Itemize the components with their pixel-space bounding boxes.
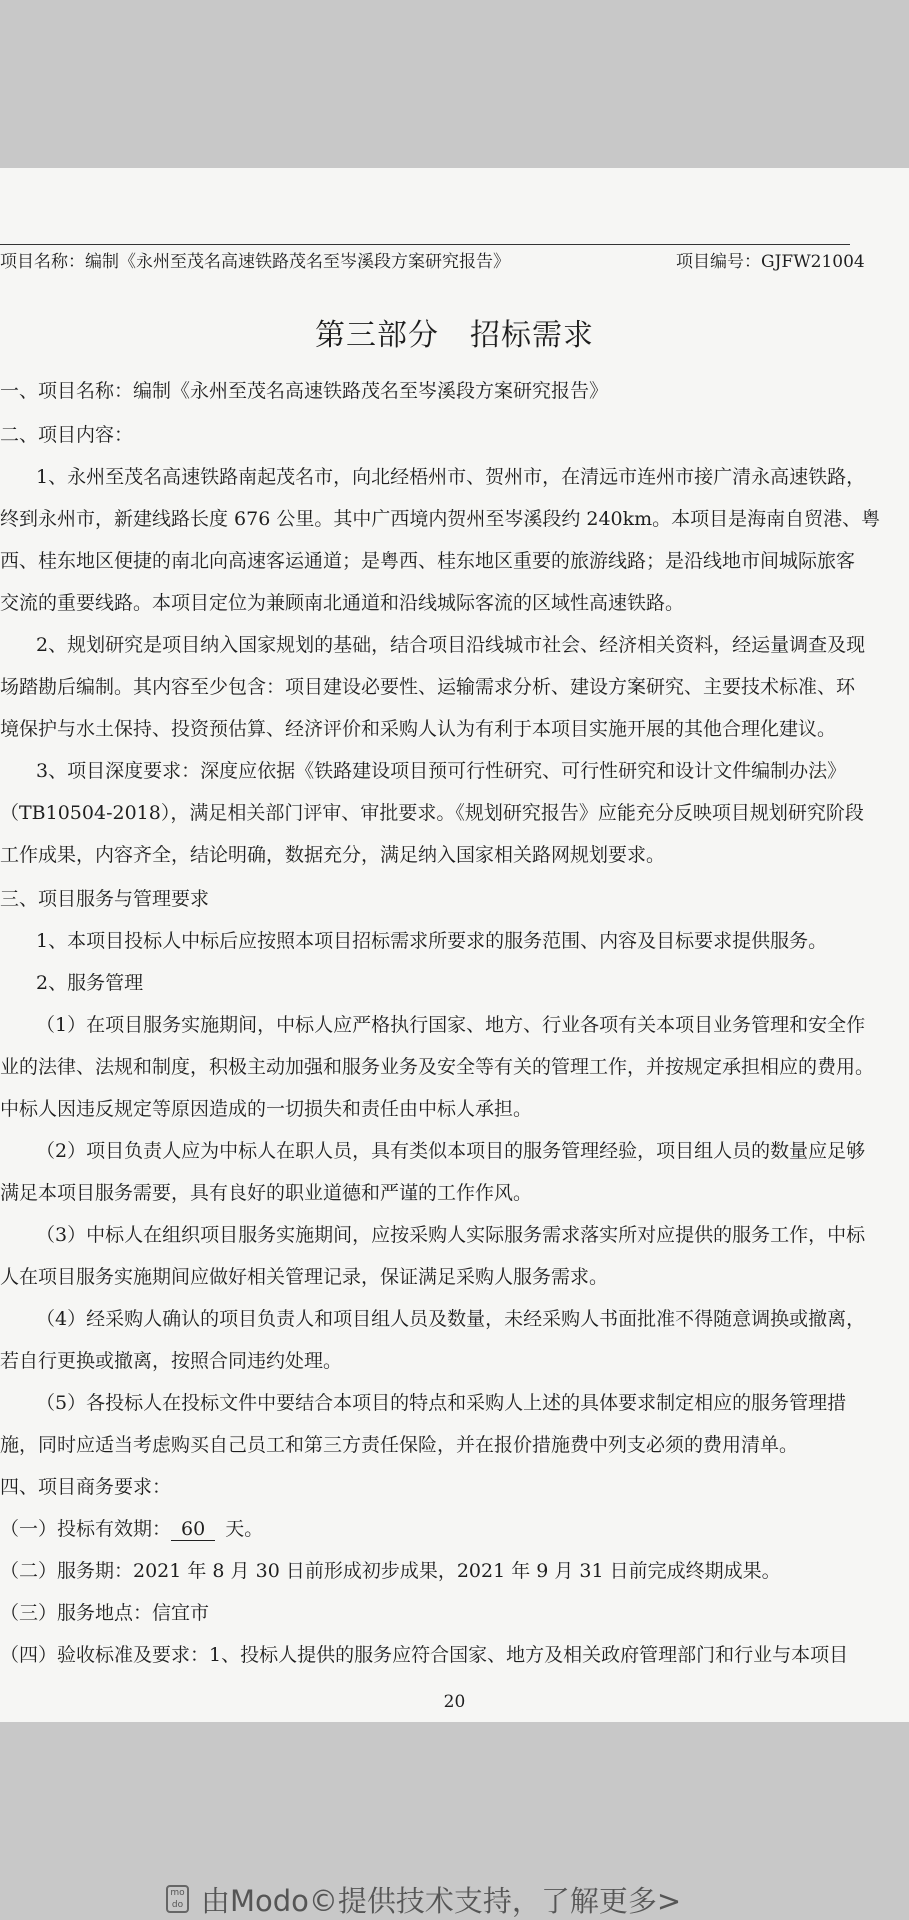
modo-logo-icon [166,1885,189,1913]
bid-validity-line [0,1514,263,1541]
service-subheading: 2、服务管理 [36,972,144,994]
header-rule [0,244,850,245]
content-paragraph-line: 2、规划研究是项目纳入国家规划的基础，结合项目沿线城市社会、经济相关资料，经运量调查及现 [36,634,866,656]
bid-validity-label: （一）投标有效期： [0,1518,172,1540]
service-location-line: （三）服务地点：信宜市 [0,1602,210,1624]
content-paragraph-line: 交流的重要线路。本项目定位为兼顾南北通道和沿线城际客流的区域性高速铁路。 [0,592,685,614]
header-project-name: 项目名称：编制《永州至茂名高速铁路茂名至岑溪段方案研究报告》 [0,252,510,272]
top-blank-band [0,0,909,168]
service-paragraph-line: 满足本项目服务需要，具有良好的职业道德和严谨的工作作风。 [0,1182,533,1204]
service-paragraph-line: （3）中标人在组织项目服务实施期间，应按采购人实际服务需求落实所对应提供的服务工作，中标 [36,1224,866,1246]
service-paragraph-line: 若自行更换或撤离，按照合同违约处理。 [0,1350,343,1372]
service-paragraph-line: 1、本项目投标人中标后应按照本项目招标需求所要求的服务范围、内容及目标要求提供服务。 [36,930,828,952]
bid-validity-unit: 天。 [225,1518,264,1540]
service-paragraph-line: （5）各投标人在投标文件中要结合本项目的特点和采购人上述的具体要求制定相应的服务管理措 [36,1392,847,1414]
item-4-heading: 四、项目商务要求： [0,1476,172,1498]
content-paragraph-line: 1、永州至茂名高速铁路南起茂名市，向北经梧州市、贺州市，在清远市连州市接广清永高速铁路， [36,466,866,488]
acceptance-standard-line: （四）验收标准及要求：1、投标人提供的服务应符合国家、地方及相关政府管理部门和行业与本项目 [0,1644,849,1666]
content-paragraph-line: （TB10504-2018），满足相关部门评审、审批要求。《规划研究报告》应能充分反映项目规划研究阶段 [0,802,864,824]
header-project-number: 项目编号：GJFW21004 [676,252,865,272]
bid-validity-value: 60 [171,1518,215,1541]
item-2-heading: 二、项目内容： [0,424,134,446]
service-paragraph-line: 施，同时应适当考虑购买自己员工和第三方责任保险，并在报价措施费中列支必须的费用清单。 [0,1434,799,1456]
content-paragraph-line: 西、桂东地区便捷的南北向高速客运通道；是粤西、桂东地区重要的旅游线路；是沿线地市间城际旅客 [0,550,856,572]
item-1-project-name: 一、项目名称：编制《永州至茂名高速铁路茂名至岑溪段方案研究报告》 [0,380,609,402]
content-paragraph-line: 3、项目深度要求：深度应依据《铁路建设项目预可行性研究、可行性研究和设计文件编制办法》 [36,760,847,782]
service-paragraph-line: （4）经采购人确认的项目负责人和项目组人员及数量，未经采购人书面批准不得随意调换或撤离， [36,1308,866,1330]
service-paragraph-line: 业的法律、法规和制度，积极主动加强和服务业务及安全等有关的管理工作，并按规定承担相应的费用。 [0,1056,875,1078]
service-paragraph-line: 中标人因违反规定等原因造成的一切损失和责任由中标人承担。 [0,1098,533,1120]
modo-support-text: 由Modo©提供技术支持，了解更多> [201,1883,682,1918]
modo-logo-top: mo [170,1887,185,1898]
service-paragraph-line: （1）在项目服务实施期间，中标人应严格执行国家、地方、行业各项有关本项目业务管理和安全作 [36,1014,866,1036]
page-number: 20 [443,1692,466,1712]
section-title: 第三部分 招标需求 [315,318,594,353]
service-paragraph-line: （2）项目负责人应为中标人在职人员，具有类似本项目的服务管理经验，项目组人员的数量应足够 [36,1140,866,1162]
content-paragraph-line: 境保护与水土保持、投资预估算、经济评价和采购人认为有利于本项目实施开展的其他合理化建议。 [0,718,837,740]
modo-support-link[interactable] [166,1882,681,1916]
service-paragraph-line: 人在项目服务实施期间应做好相关管理记录，保证满足采购人服务需求。 [0,1266,609,1288]
content-paragraph-line: 终到永州市，新建线路长度 676 公里。其中广西境内贺州至岑溪段约 240km。本项目是海南自贸港、粤 [0,508,881,530]
modo-logo-bottom: do [171,1899,184,1910]
content-paragraph-line: 场踏勘后编制。其内容至少包含：项目建设必要性、运输需求分析、建设方案研究、主要技术标准、环 [0,676,856,698]
item-3-heading: 三、项目服务与管理要求 [0,888,210,910]
content-paragraph-line: 工作成果，内容齐全，结论明确，数据充分，满足纳入国家相关路网规划要求。 [0,844,666,866]
service-period-line: （二）服务期：2021 年 8 月 30 日前形成初步成果，2021 年 9 月 31 日前完成终期成果。 [0,1560,781,1582]
